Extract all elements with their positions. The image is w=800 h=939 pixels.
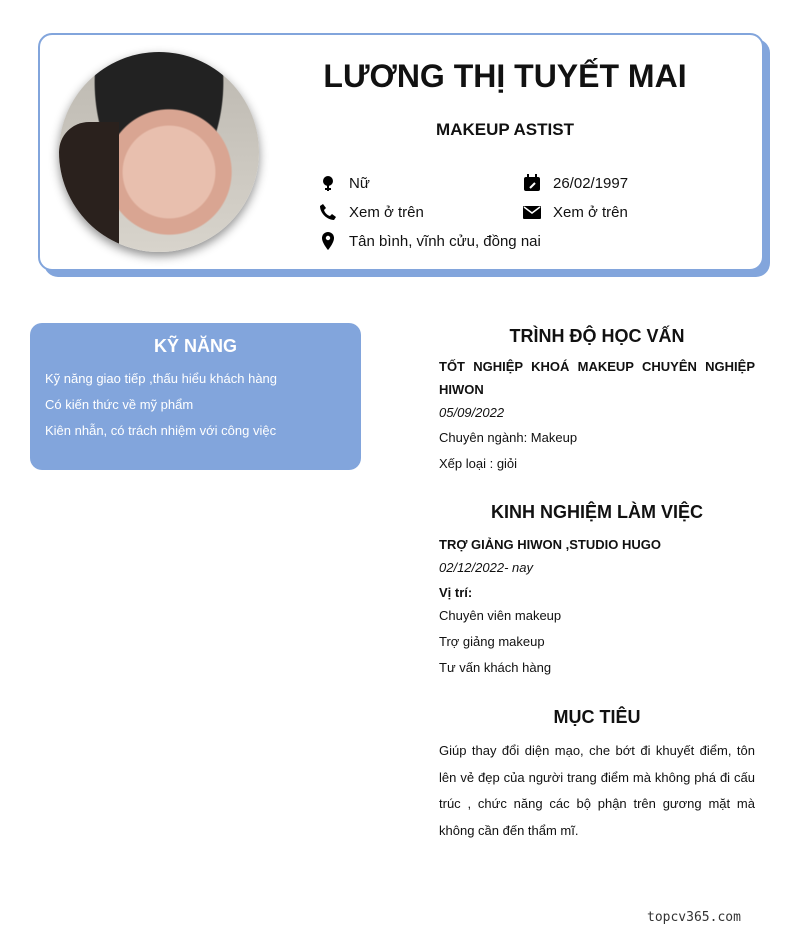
phone-icon bbox=[319, 203, 337, 221]
skill-item: Có kiến thức về mỹ phẩm bbox=[45, 397, 194, 412]
position-item: Trợ giảng makeup bbox=[439, 634, 545, 649]
experience-company: TRỢ GIẢNG HIWON ,STUDIO HUGO bbox=[439, 537, 661, 552]
education-section bbox=[439, 326, 755, 477]
objective-text: Giúp thay đổi diện mạo, che bớt đi khuyết điểm, tôn lên vẻ đẹp của người trang điểm mà không phá đi cấu trúc , chức năng các bộ phận trên gương mặt mà không cần đến thẩm mĩ. bbox=[439, 743, 755, 838]
skill-item: Kỹ năng giao tiếp ,thấu hiểu khách hàng bbox=[45, 371, 278, 386]
education-major: Chuyên ngành: Makeup bbox=[439, 430, 578, 445]
gender: Nữ bbox=[349, 174, 370, 192]
gender-icon bbox=[319, 174, 337, 192]
birthday: 26/02/1997 bbox=[553, 174, 629, 192]
objective-section bbox=[439, 707, 755, 844]
email-row bbox=[523, 203, 628, 221]
birthday-row bbox=[523, 174, 628, 192]
skill-item: Kiên nhẫn, có trách nhiệm với công việc bbox=[45, 423, 277, 438]
education-school: TỐT NGHIỆP KHOÁ MAKEUP CHUYÊN NGHIỆP HIWON bbox=[439, 359, 755, 397]
skills-section bbox=[30, 323, 361, 470]
skills-heading: KỸ NĂNG bbox=[153, 336, 237, 356]
email: Xem ở trên bbox=[553, 203, 628, 221]
job-title: MAKEUP ASTIST bbox=[436, 120, 574, 139]
experience-heading: KINH NGHIỆM LÀM VIỆC bbox=[490, 502, 703, 522]
education-heading: TRÌNH ĐỘ HỌC VẤN bbox=[509, 326, 685, 346]
position-item: Chuyên viên makeup bbox=[439, 608, 562, 623]
phone-row bbox=[319, 203, 424, 221]
experience-date: 02/12/2022- nay bbox=[439, 560, 533, 575]
location-pin-icon bbox=[319, 232, 337, 250]
address-row bbox=[319, 232, 541, 250]
experience-section bbox=[439, 502, 755, 681]
calendar-icon bbox=[523, 174, 541, 192]
education-grade: Xếp loại : giỏi bbox=[439, 456, 518, 471]
address: Tân bình, vĩnh cửu, đồng nai bbox=[349, 232, 541, 250]
objective-heading: MỤC TIÊU bbox=[553, 707, 641, 727]
phone: Xem ở trên bbox=[349, 203, 424, 221]
envelope-icon bbox=[523, 203, 541, 221]
full-name: LƯƠNG THỊ TUYẾT MAI bbox=[323, 58, 687, 94]
position-label: Vị trí: bbox=[439, 585, 473, 600]
education-date: 05/09/2022 bbox=[439, 405, 505, 420]
watermark: topcv365.com bbox=[647, 910, 741, 925]
profile-photo bbox=[59, 52, 259, 252]
position-item: Tư vấn khách hàng bbox=[439, 660, 552, 675]
gender-row bbox=[319, 174, 370, 192]
